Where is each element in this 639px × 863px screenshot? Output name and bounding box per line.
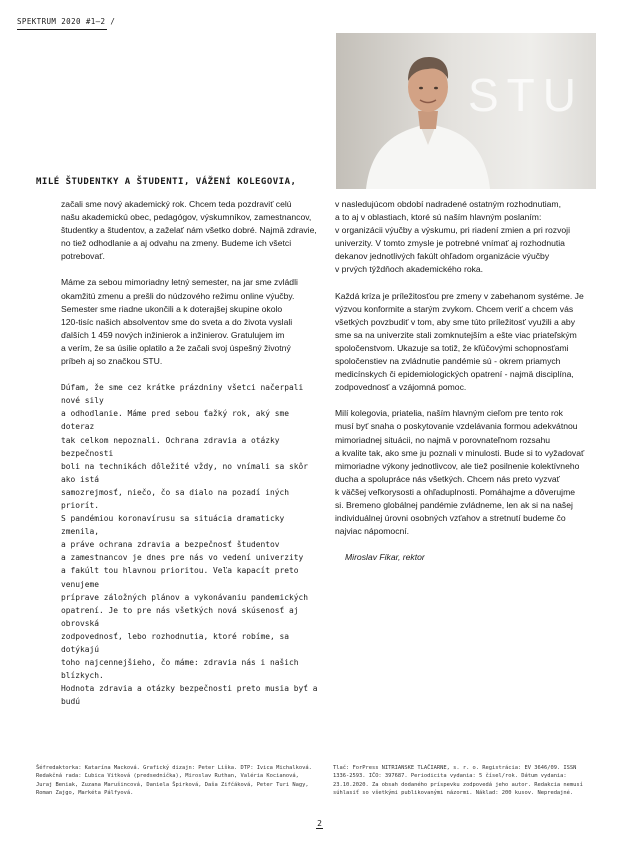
magazine-issue-label: SPEKTRUM 2020 #1–2 / [17, 17, 116, 26]
letter-right-column [335, 198, 597, 577]
rector-signature: Miroslav Fikar, rektor [345, 552, 425, 563]
left-paragraph-1: začali sme nový akademický rok. Chcem teda pozdraviť celú našu akademickú obec, pedagógov, výskumníkov, zamestnancov, študentky a študentov, a zaželať nám všetko dobré. Najmä zdravie, no tiež odhodlanie a aj odvahu na zmeny. Budeme ich všetci potrebovať. [61, 199, 317, 262]
right-paragraph-2: Každá kríza je príležitosťou pre zmeny v zabehanom systéme. Je výzvou konformite a starým zvykom. Chcem veriť a chcem vás všetkých povzbudiť v tom, aby sme túto príležitosť využili a aby sme sa na univerzite stali zomknutejším a ešte viac priateľským spoločenstvom. Ukazuje sa totiž, že kľúčovými schopnosťami spoločenstiev na zvládnutie pandémie sú - okrem priamych medicínskych či epidemiologických opatrení - najmä disciplína, zodpovednosť a vzájomná pomoc. [335, 290, 584, 393]
publication-info: Tlač: ForPress NITRIANSKE TLAČIARNE, s. r. o. Registrácia: EV 3646/09. ISSN 1336-2593. IČO: 397687. Periodicita vydania: 5 čísel/rok. Dátum vydania: 23.10.2020. Za obsah dodaného príspevku zodpovedá jeho autor. Redakcia nemusí súhlasiť so všetkými publikovanými názormi. Náklad: 200 kusov. Nepredajné. [333, 765, 583, 797]
header-divider [17, 29, 107, 30]
rector-portrait-photo [336, 33, 596, 189]
left-paragraph-3: Dúfam, že sme cez krátke prázdniny všetci načerpali nové sily a odhodlanie. Máme pred sebou ťažký rok, aký sme doteraz tak celkom nepoznali. Ochrana zdravia a otázky bezpečnosti boli na technikách dôležité vždy, no vnímali sa skôr ako istá samozrejmosť, niečo, čo sa dialo na pozadí iných priorít. S pandémiou koronavírusu sa situácia dramaticky zmenila, a práve ochrana zdravia a bezpečnosť študentov a zamestnancov je dnes pre nás vo vedení univerzity a fakúlt tou hlavnou prioritou. Veľa kapacít preto venujeme príprave záložných plánov a vykonávaniu pandemických opatrení. Je to pre nás všetkých nová skúsenosť aj obrovská zodpovednosť, lebo rozhodnutia, ktoré robíme, sa dotýkajú toho najcennejšieho, čo máme: zdravia nás i našich blízkych. Hodnota zdravia a otázky bezpečnosti preto musia byť a budú [61, 383, 318, 707]
portrait-illustration [336, 33, 596, 189]
right-paragraph-3: Milí kolegovia, priatelia, naším hlavným cieľom pre tento rok musí byť snaha o poskytovanie vzdelávania formou adekvátnou mimoriadnej situácii, no najmä v porovnateľnom rozsahu a kvalite tak, ako sme ju poznali v minulosti. Bude si to vyžadovať mimoriadne výkony jednotlivcov, ale tiež posilnenie kolektívneho ducha a spolupráce nás všetkých. Chcem nás preto vyzvať k väčšej veľkorysosti a ohľaduplnosti. Pomáhajme a dôverujme si. Bremeno globálnej pandémie zvládneme, len ak si na našej individuálnej úrovni osobných vzťahov a stretnutí budeme čo najviac nápomocní. [335, 408, 585, 537]
editorial-credits: Šéfredaktorka: Katarína Macková. Grafický dizajn: Peter Liška. DTP: Ivica Michalková. Redakčná rada: Ľubica Vitková (predsedníčka), Miroslav Ruthan, Valéria Kocianová, Juraj Beniak, Zuzana Marušincová, Daniela Špirková, Daša Zifčáková, Peter Turi Nagy, Roman Zajgo, Markéta Pálfyová. [36, 765, 312, 797]
left-paragraph-2: Máme za sebou mimoriadny letný semester, na jar sme zvládli okamžitú zmenu a prešli do núdzového režimu online výučby. Semester sme riadne ukončili a k doterajšej skupine okolo 120-tisíc našich absolventov sme do sveta a do života vyslali ďalších 1 459 nových inžinierok a inžinierov. Gratulujem im a verím, že sa úsilie oplatilo a že začali svoj úspešný životný príbeh aj so značkou STU. [61, 277, 298, 367]
page-number [0, 819, 639, 828]
letter-left-column [61, 198, 319, 721]
page-number-value: 2 [317, 819, 322, 828]
right-paragraph-1: v nasledujúcom období nadradené ostatným rozhodnutiam, a to aj v oblastiach, ktoré sú naším hlavným poslaním: v organizácii výučby a výskumu, pri riadení zmien a pri rozvoji univerzity. V tomto zmysle je potrebné vnímať aj rozhodnutia dekanov jednotlivých fakúlt ohľadom organizácie výučby v prvých týždňoch akademického roka. [335, 199, 570, 275]
stu-wall-lettering: STU [468, 69, 584, 121]
letter-greeting: MILÉ ŠTUDENTKY A ŠTUDENTI, VÁŽENÍ KOLEGOVIA, [36, 177, 297, 187]
